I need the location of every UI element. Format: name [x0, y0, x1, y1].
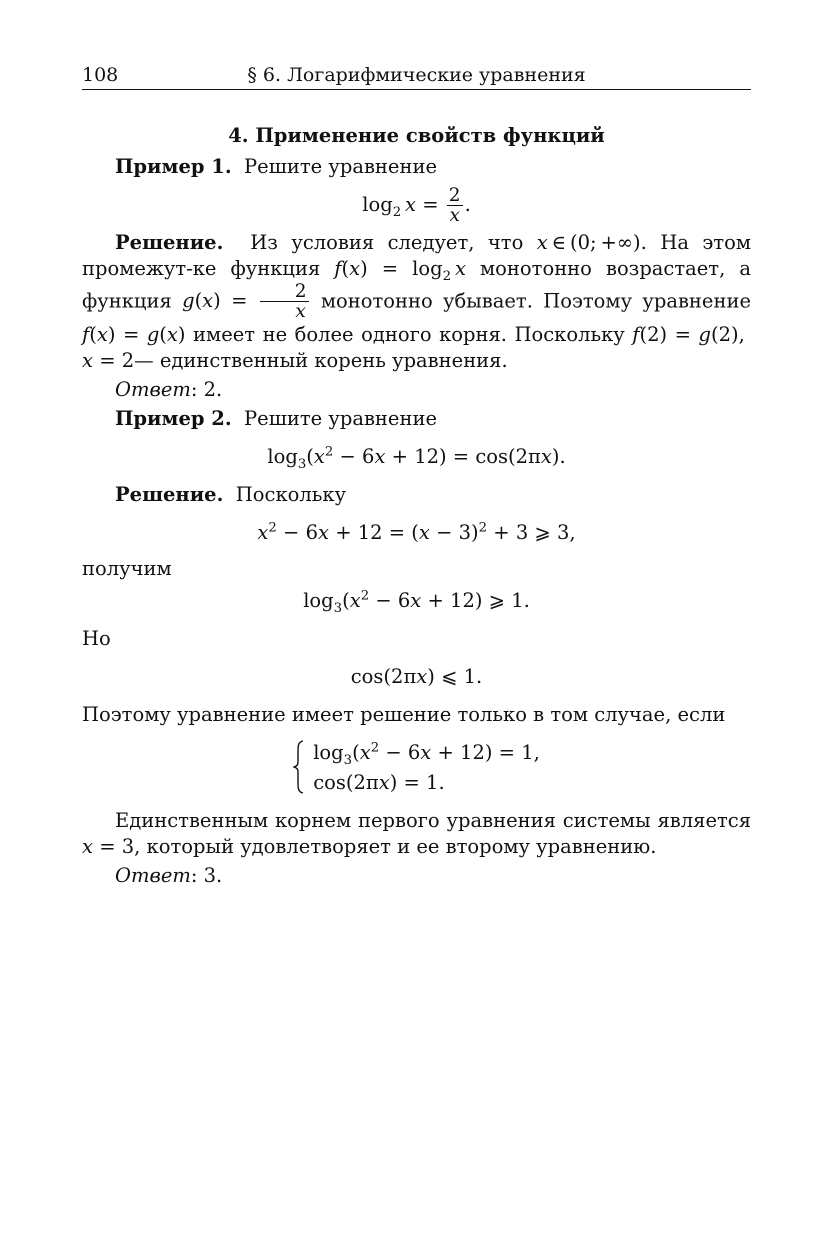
solution-1-text-e: имеет не более одного корня. Поскольку: [193, 322, 625, 346]
system-line-1: $\log_3(x^2 - 6x + 12) = 1$,: [313, 740, 540, 768]
example-1-label: Пример 1.: [115, 155, 232, 178]
solution-1-text-b: . На этом промежут-ке функция: [82, 230, 752, 280]
system-line-2: cos(2πx) = 1.: [313, 770, 445, 794]
conclusion: Единственным корнем первого уравнения системы является x = 3, который удовлетворяет и ее второму уравнению.: [82, 808, 751, 858]
system-of-equations: [293, 738, 540, 798]
conclusion-text-b: который удовлетворяет и ее второму уравнению.: [146, 834, 657, 858]
left-brace-icon: [293, 740, 305, 794]
solution-2-intro: Поскольку: [235, 482, 347, 506]
then-word: получим: [82, 556, 172, 580]
solution-1-text-c: монотонно возрастает, а функция: [82, 256, 751, 313]
conclusion-text-a: Единственным корнем первого уравнения системы является: [115, 808, 751, 832]
example-1-task: Решите уравнение: [244, 155, 437, 178]
example-2-solution-label: Решение.: [115, 482, 224, 506]
answer-2-label: Ответ: [115, 863, 191, 887]
equation-5: cos(2πx) ⩽ 1.: [350, 664, 483, 688]
example-1-answer: [82, 377, 751, 403]
solution-1-text-d: монотонно убывает. Поэтому уравнение: [320, 289, 751, 313]
answer-1-value: : 2.: [190, 377, 223, 401]
equation-3: $x^2 - 6x + 12 = (x - 3)^2 + 3$ ⩾ 3,: [257, 520, 576, 544]
but-word: Но: [82, 626, 111, 650]
example-1-solution-label: Решение.: [115, 230, 224, 254]
section-heading: 4. Применение свойств функций: [228, 124, 605, 147]
equation-1: $\log_2 x$ = $\frac{2}{x}$ .: [362, 185, 471, 227]
equation-2: $\log_3(x^2 - 6x + 12) = \cos(2\pi x)$.: [267, 444, 566, 472]
example-2-task: Решите уравнение: [244, 406, 437, 430]
equation-system: [82, 738, 751, 798]
textbook-page: [82, 60, 751, 889]
answer-2-value: : 3.: [190, 863, 223, 887]
example-2-solution-intro: [82, 482, 751, 508]
page-number: 108: [82, 64, 119, 86]
solution-1-text-a: Из условия следует, что: [250, 230, 524, 254]
equation-4: $\log_3(x^2 - 6x + 12)$ ⩾ 1.: [303, 588, 530, 616]
answer-1-label: Ответ: [115, 377, 191, 401]
example-2-answer: [82, 863, 751, 889]
example-2-statement: [82, 406, 751, 432]
example-2-label: Пример 2.: [115, 406, 232, 430]
example-1-solution: Решение. Из условия следует, что x ∈ (0; +∞). На этом промежут-ке функция $f(x) = \log_2 x$ монотонно возрастает, а функция g(x) = $\frac{2}{x}$ монотонно убывает. Поэтому уравнение f(x) = g(x) имеет не более одного корня. Поскольку f(2) = g(2), x = 2— единственный корень уравнения.: [82, 230, 752, 372]
page-header: [82, 60, 751, 90]
condition-text: Поэтому уравнение имеет решение только в том случае, если: [82, 702, 726, 726]
example-1-statement: [82, 154, 751, 180]
solution-1-text-f: — единственный корень уравнения.: [134, 348, 508, 372]
running-title: § 6. Логарифмические уравнения: [247, 64, 586, 86]
